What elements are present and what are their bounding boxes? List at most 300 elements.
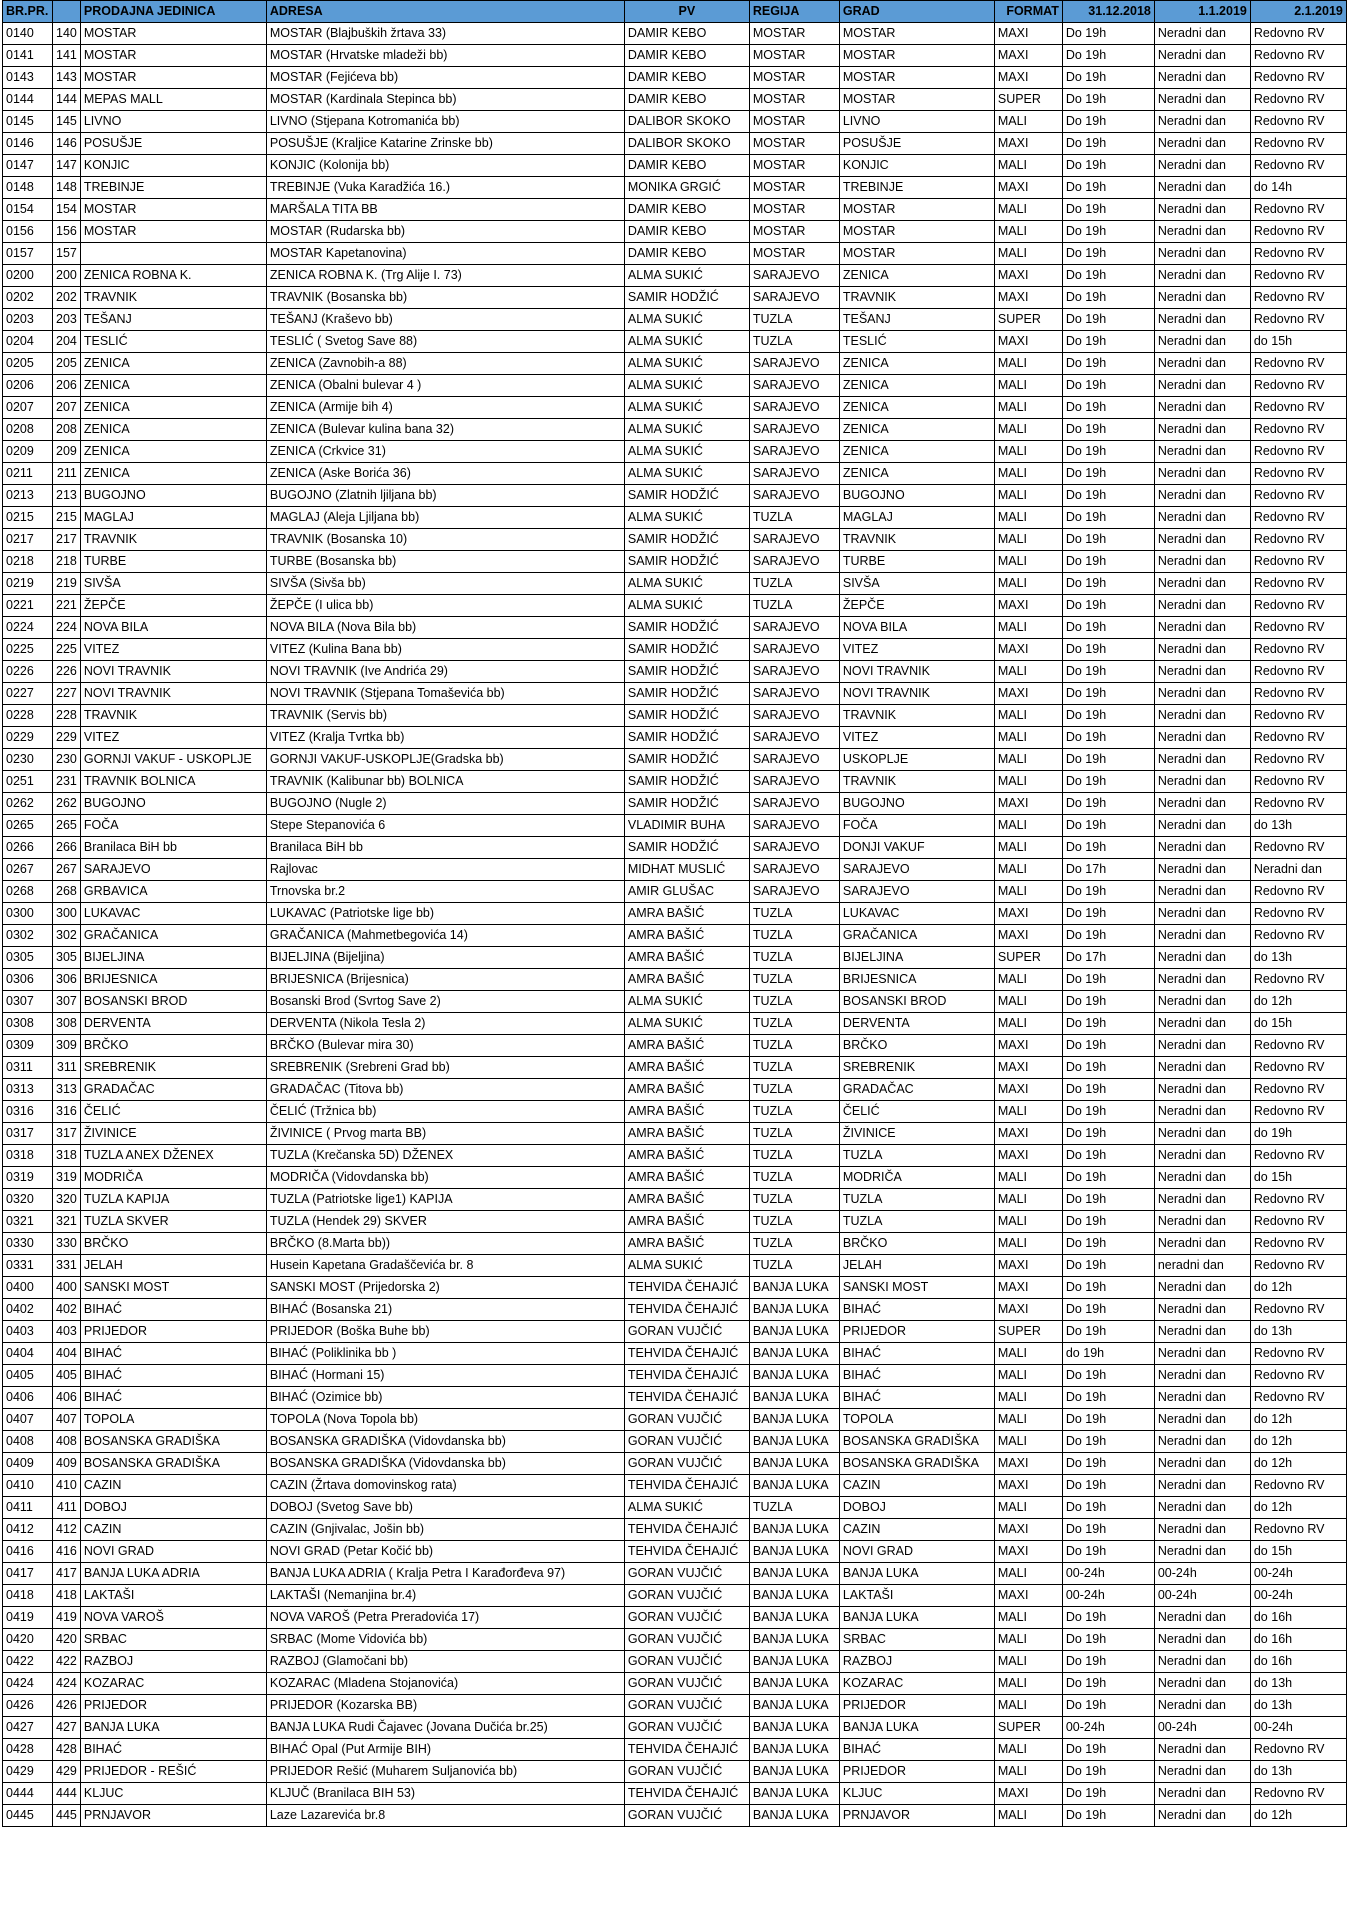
table-row — [3, 771, 1347, 793]
store-code: 0157 — [3, 243, 53, 265]
format: MAXI — [994, 1475, 1062, 1497]
store-code: 0302 — [3, 925, 53, 947]
store-code: 0445 — [3, 1805, 53, 1827]
format: MALI — [994, 1497, 1062, 1519]
hours-31-12-2018: Do 19h — [1062, 837, 1154, 859]
hours-31-12-2018: Do 19h — [1062, 1761, 1154, 1783]
hours-31-12-2018: Do 19h — [1062, 573, 1154, 595]
region: TUZLA — [749, 1145, 839, 1167]
table-row — [3, 1607, 1347, 1629]
hours-31-12-2018: Do 19h — [1062, 397, 1154, 419]
store-number: 207 — [53, 397, 81, 419]
store-number: 266 — [53, 837, 81, 859]
store-number: 427 — [53, 1717, 81, 1739]
hours-1-1-2019: Neradni dan — [1154, 925, 1250, 947]
city: BOSANSKA GRADIŠKA — [839, 1431, 994, 1453]
address: CAZIN (Žrtava domovinskog rata) — [266, 1475, 624, 1497]
manager: VLADIMIR BUHA — [624, 815, 749, 837]
format: MALI — [994, 771, 1062, 793]
region: TUZLA — [749, 1167, 839, 1189]
store-number: 231 — [53, 771, 81, 793]
store-name — [80, 243, 266, 265]
table-row — [3, 683, 1347, 705]
manager: DALIBOR SKOKO — [624, 111, 749, 133]
manager: ALMA SUKIĆ — [624, 375, 749, 397]
address: BOSANSKA GRADIŠKA (Vidovdanska bb) — [266, 1453, 624, 1475]
hours-1-1-2019: Neradni dan — [1154, 1189, 1250, 1211]
hours-31-12-2018: Do 19h — [1062, 1211, 1154, 1233]
format: MALI — [994, 617, 1062, 639]
table-row — [3, 397, 1347, 419]
address: PRIJEDOR Rešić (Muharem Suljanovića bb) — [266, 1761, 624, 1783]
table-row — [3, 463, 1347, 485]
hours-31-12-2018: Do 19h — [1062, 441, 1154, 463]
address: BIJELJINA (Bijeljina) — [266, 947, 624, 969]
city: TRAVNIK — [839, 529, 994, 551]
address: ZENICA (Obalni bulevar 4 ) — [266, 375, 624, 397]
hours-2-1-2019: Neradni dan — [1250, 859, 1346, 881]
hours-31-12-2018: Do 19h — [1062, 1145, 1154, 1167]
format: MALI — [994, 1365, 1062, 1387]
region: TUZLA — [749, 1013, 839, 1035]
address: ŽIVINICE ( Prvog marta BB) — [266, 1123, 624, 1145]
hours-1-1-2019: Neradni dan — [1154, 683, 1250, 705]
region: TUZLA — [749, 1233, 839, 1255]
table-row — [3, 1739, 1347, 1761]
format: MAXI — [994, 1057, 1062, 1079]
store-name: TRAVNIK BOLNICA — [80, 771, 266, 793]
manager: AMRA BAŠIĆ — [624, 903, 749, 925]
table-row — [3, 837, 1347, 859]
table-row — [3, 1673, 1347, 1695]
table-row — [3, 1189, 1347, 1211]
store-name: VITEZ — [80, 639, 266, 661]
hours-31-12-2018: Do 19h — [1062, 1497, 1154, 1519]
city: BIHAĆ — [839, 1299, 994, 1321]
region: BANJA LUKA — [749, 1277, 839, 1299]
format: MAXI — [994, 639, 1062, 661]
format: MALI — [994, 815, 1062, 837]
hours-31-12-2018: Do 19h — [1062, 309, 1154, 331]
store-number: 307 — [53, 991, 81, 1013]
format: MAXI — [994, 23, 1062, 45]
region: MOSTAR — [749, 45, 839, 67]
store-name: BIHAĆ — [80, 1387, 266, 1409]
region: BANJA LUKA — [749, 1431, 839, 1453]
hours-2-1-2019: Redovno RV — [1250, 529, 1346, 551]
store-code: 0207 — [3, 397, 53, 419]
city: BANJA LUKA — [839, 1563, 994, 1585]
store-number: 302 — [53, 925, 81, 947]
store-number: 429 — [53, 1761, 81, 1783]
region: MOSTAR — [749, 23, 839, 45]
format: MALI — [994, 353, 1062, 375]
region: SARAJEVO — [749, 617, 839, 639]
address: BIHAĆ (Bosanska 21) — [266, 1299, 624, 1321]
manager: SAMIR HODŽIĆ — [624, 749, 749, 771]
store-code: 0305 — [3, 947, 53, 969]
store-number: 311 — [53, 1057, 81, 1079]
hours-1-1-2019: Neradni dan — [1154, 1761, 1250, 1783]
city: MOSTAR — [839, 23, 994, 45]
city: LAKTAŠI — [839, 1585, 994, 1607]
table-row — [3, 1211, 1347, 1233]
hours-31-12-2018: Do 19h — [1062, 881, 1154, 903]
store-name: KONJIC — [80, 155, 266, 177]
store-code: 0306 — [3, 969, 53, 991]
table-row — [3, 1343, 1347, 1365]
store-number: 154 — [53, 199, 81, 221]
city: ZENICA — [839, 441, 994, 463]
hours-2-1-2019: do 12h — [1250, 1277, 1346, 1299]
table-row — [3, 309, 1347, 331]
store-number: 143 — [53, 67, 81, 89]
format: MALI — [994, 551, 1062, 573]
hours-1-1-2019: Neradni dan — [1154, 991, 1250, 1013]
hours-2-1-2019: Redovno RV — [1250, 287, 1346, 309]
hours-31-12-2018: Do 19h — [1062, 375, 1154, 397]
manager: SAMIR HODŽIĆ — [624, 639, 749, 661]
format: MAXI — [994, 595, 1062, 617]
city: ČELIĆ — [839, 1101, 994, 1123]
store-number: 316 — [53, 1101, 81, 1123]
manager: SAMIR HODŽIĆ — [624, 287, 749, 309]
address: TESLIĆ ( Svetog Save 88) — [266, 331, 624, 353]
hours-31-12-2018: Do 19h — [1062, 1805, 1154, 1827]
manager: SAMIR HODŽIĆ — [624, 551, 749, 573]
address: BANJA LUKA Rudi Čajavec (Jovana Dučića br.25) — [266, 1717, 624, 1739]
store-code: 0307 — [3, 991, 53, 1013]
format: MAXI — [994, 1145, 1062, 1167]
hours-2-1-2019: Redovno RV — [1250, 837, 1346, 859]
store-code: 0202 — [3, 287, 53, 309]
city: JELAH — [839, 1255, 994, 1277]
hours-31-12-2018: Do 19h — [1062, 419, 1154, 441]
address: SREBRENIK (Srebreni Grad bb) — [266, 1057, 624, 1079]
address: BANJA LUKA ADRIA ( Kralja Petra I Karađorđeva 97) — [266, 1563, 624, 1585]
region: SARAJEVO — [749, 771, 839, 793]
address: LUKAVAC (Patriotske lige bb) — [266, 903, 624, 925]
store-code: 0411 — [3, 1497, 53, 1519]
city: ZENICA — [839, 463, 994, 485]
format: MAXI — [994, 1035, 1062, 1057]
address: ZENICA (Crkvice 31) — [266, 441, 624, 463]
address: TEŠANJ (Kraševo bb) — [266, 309, 624, 331]
city: BANJA LUKA — [839, 1717, 994, 1739]
address: LAKTAŠI (Nemanjina br.4) — [266, 1585, 624, 1607]
hours-31-12-2018: Do 19h — [1062, 199, 1154, 221]
store-number: 400 — [53, 1277, 81, 1299]
store-number: 219 — [53, 573, 81, 595]
table-row — [3, 1299, 1347, 1321]
city: SREBRENIK — [839, 1057, 994, 1079]
format: MAXI — [994, 177, 1062, 199]
store-code: 0144 — [3, 89, 53, 111]
city: CAZIN — [839, 1475, 994, 1497]
manager: AMRA BAŠIĆ — [624, 1101, 749, 1123]
store-code: 0217 — [3, 529, 53, 551]
store-number: 404 — [53, 1343, 81, 1365]
header-pv: PV — [624, 1, 749, 23]
hours-31-12-2018: Do 19h — [1062, 23, 1154, 45]
manager: ALMA SUKIĆ — [624, 441, 749, 463]
hours-2-1-2019: Redovno RV — [1250, 1365, 1346, 1387]
manager: TEHVIDA ČEHAJIĆ — [624, 1519, 749, 1541]
store-code: 0143 — [3, 67, 53, 89]
store-number: 224 — [53, 617, 81, 639]
city: PRIJEDOR — [839, 1321, 994, 1343]
store-number: 144 — [53, 89, 81, 111]
manager: AMRA BAŠIĆ — [624, 1189, 749, 1211]
hours-2-1-2019: Redovno RV — [1250, 67, 1346, 89]
store-number: 331 — [53, 1255, 81, 1277]
hours-1-1-2019: Neradni dan — [1154, 1497, 1250, 1519]
store-code: 0404 — [3, 1343, 53, 1365]
city: VITEZ — [839, 727, 994, 749]
header-format: FORMAT — [994, 1, 1062, 23]
manager: GORAN VUJČIĆ — [624, 1321, 749, 1343]
region: MOSTAR — [749, 133, 839, 155]
region: TUZLA — [749, 1211, 839, 1233]
table-row — [3, 1035, 1347, 1057]
hours-31-12-2018: Do 19h — [1062, 529, 1154, 551]
store-code: 0148 — [3, 177, 53, 199]
region: BANJA LUKA — [749, 1563, 839, 1585]
hours-1-1-2019: Neradni dan — [1154, 23, 1250, 45]
store-name: GRBAVICA — [80, 881, 266, 903]
format: MALI — [994, 397, 1062, 419]
store-code: 0405 — [3, 1365, 53, 1387]
store-number: 211 — [53, 463, 81, 485]
address: MODRIČA (Vidovdanska bb) — [266, 1167, 624, 1189]
table-body — [3, 23, 1347, 1827]
table-row — [3, 1519, 1347, 1541]
store-code: 0403 — [3, 1321, 53, 1343]
table-row — [3, 441, 1347, 463]
manager: DAMIR KEBO — [624, 243, 749, 265]
hours-31-12-2018: Do 19h — [1062, 1057, 1154, 1079]
region: TUZLA — [749, 1035, 839, 1057]
store-code: 0145 — [3, 111, 53, 133]
manager: GORAN VUJČIĆ — [624, 1761, 749, 1783]
hours-31-12-2018: Do 19h — [1062, 1519, 1154, 1541]
region: MOSTAR — [749, 221, 839, 243]
store-number: 225 — [53, 639, 81, 661]
store-code: 0320 — [3, 1189, 53, 1211]
format: SUPER — [994, 1717, 1062, 1739]
address: TUZLA (Krečanska 5D) DŽENEX — [266, 1145, 624, 1167]
address: BRIJESNICA (Brijesnica) — [266, 969, 624, 991]
store-code: 0206 — [3, 375, 53, 397]
city: BRČKO — [839, 1035, 994, 1057]
store-name: SRBAC — [80, 1629, 266, 1651]
city: NOVI TRAVNIK — [839, 661, 994, 683]
store-code: 0224 — [3, 617, 53, 639]
store-code: 0316 — [3, 1101, 53, 1123]
region: BANJA LUKA — [749, 1475, 839, 1497]
hours-31-12-2018: Do 19h — [1062, 1739, 1154, 1761]
hours-2-1-2019: do 15h — [1250, 1013, 1346, 1035]
hours-1-1-2019: Neradni dan — [1154, 221, 1250, 243]
region: TUZLA — [749, 507, 839, 529]
address: Bosanski Brod (Svrtog Save 2) — [266, 991, 624, 1013]
format: MAXI — [994, 1255, 1062, 1277]
region: BANJA LUKA — [749, 1805, 839, 1827]
store-name: TRAVNIK — [80, 529, 266, 551]
format: MALI — [994, 221, 1062, 243]
region: BANJA LUKA — [749, 1453, 839, 1475]
header-prodajna-jedinica: PRODAJNA JEDINICA — [80, 1, 266, 23]
hours-2-1-2019: Redovno RV — [1250, 155, 1346, 177]
store-code: 0419 — [3, 1607, 53, 1629]
hours-31-12-2018: Do 19h — [1062, 111, 1154, 133]
hours-2-1-2019: do 16h — [1250, 1607, 1346, 1629]
region: TUZLA — [749, 331, 839, 353]
store-name: TEŠANJ — [80, 309, 266, 331]
format: MALI — [994, 243, 1062, 265]
store-number: 156 — [53, 221, 81, 243]
city: SRBAC — [839, 1629, 994, 1651]
address: POSUŠJE (Kraljice Katarine Zrinske bb) — [266, 133, 624, 155]
store-name: TUZLA SKVER — [80, 1211, 266, 1233]
table-row — [3, 617, 1347, 639]
hours-31-12-2018: 00-24h — [1062, 1585, 1154, 1607]
city: LUKAVAC — [839, 903, 994, 925]
format: MAXI — [994, 1123, 1062, 1145]
store-name: BOSANSKA GRADIŠKA — [80, 1431, 266, 1453]
table-row — [3, 947, 1347, 969]
table-row — [3, 1057, 1347, 1079]
format: MALI — [994, 727, 1062, 749]
store-name: PRIJEDOR — [80, 1695, 266, 1717]
store-number: 226 — [53, 661, 81, 683]
store-number: 318 — [53, 1145, 81, 1167]
format: MALI — [994, 969, 1062, 991]
hours-1-1-2019: Neradni dan — [1154, 1299, 1250, 1321]
store-code: 0331 — [3, 1255, 53, 1277]
address: KOZARAC (Mladena Stojanovića) — [266, 1673, 624, 1695]
region: BANJA LUKA — [749, 1541, 839, 1563]
address: NOVI TRAVNIK (Ive Andrića 29) — [266, 661, 624, 683]
city: BUGOJNO — [839, 485, 994, 507]
store-number: 330 — [53, 1233, 81, 1255]
store-code: 0311 — [3, 1057, 53, 1079]
region: SARAJEVO — [749, 265, 839, 287]
address: SANSKI MOST (Prijedorska 2) — [266, 1277, 624, 1299]
region: TUZLA — [749, 1079, 839, 1101]
hours-2-1-2019: Redovno RV — [1250, 903, 1346, 925]
hours-1-1-2019: Neradni dan — [1154, 309, 1250, 331]
store-name: ČELIĆ — [80, 1101, 266, 1123]
hours-2-1-2019: Redovno RV — [1250, 133, 1346, 155]
city: BUGOJNO — [839, 793, 994, 815]
address: LIVNO (Stjepana Kotromanića bb) — [266, 111, 624, 133]
hours-1-1-2019: Neradni dan — [1154, 177, 1250, 199]
hours-31-12-2018: Do 19h — [1062, 177, 1154, 199]
hours-31-12-2018: Do 19h — [1062, 1409, 1154, 1431]
store-name: ZENICA — [80, 353, 266, 375]
hours-2-1-2019: Redovno RV — [1250, 661, 1346, 683]
hours-31-12-2018: Do 19h — [1062, 1453, 1154, 1475]
city: BIHAĆ — [839, 1343, 994, 1365]
region: TUZLA — [749, 925, 839, 947]
format: MALI — [994, 1233, 1062, 1255]
store-number: 418 — [53, 1585, 81, 1607]
format: MALI — [994, 991, 1062, 1013]
hours-1-1-2019: Neradni dan — [1154, 45, 1250, 67]
region: TUZLA — [749, 1255, 839, 1277]
store-name: BIHAĆ — [80, 1365, 266, 1387]
manager: MONIKA GRGIĆ — [624, 177, 749, 199]
table-row — [3, 529, 1347, 551]
hours-31-12-2018: Do 19h — [1062, 991, 1154, 1013]
store-code: 0213 — [3, 485, 53, 507]
store-code: 0156 — [3, 221, 53, 243]
region: BANJA LUKA — [749, 1651, 839, 1673]
hours-31-12-2018: Do 19h — [1062, 1233, 1154, 1255]
address: RAZBOJ (Glamočani bb) — [266, 1651, 624, 1673]
city: PRIJEDOR — [839, 1695, 994, 1717]
format: MALI — [994, 419, 1062, 441]
manager: DAMIR KEBO — [624, 221, 749, 243]
hours-31-12-2018: Do 19h — [1062, 1673, 1154, 1695]
city: KLJUC — [839, 1783, 994, 1805]
store-number: 140 — [53, 23, 81, 45]
store-number: 141 — [53, 45, 81, 67]
format: MAXI — [994, 133, 1062, 155]
region: BANJA LUKA — [749, 1717, 839, 1739]
manager: DAMIR KEBO — [624, 23, 749, 45]
hours-2-1-2019: Redovno RV — [1250, 1519, 1346, 1541]
hours-1-1-2019: Neradni dan — [1154, 1453, 1250, 1475]
table-row — [3, 661, 1347, 683]
hours-1-1-2019: Neradni dan — [1154, 903, 1250, 925]
region: SARAJEVO — [749, 639, 839, 661]
region: MOSTAR — [749, 243, 839, 265]
format: MALI — [994, 705, 1062, 727]
table-row — [3, 199, 1347, 221]
hours-1-1-2019: Neradni dan — [1154, 617, 1250, 639]
format: MAXI — [994, 1277, 1062, 1299]
hours-31-12-2018: Do 19h — [1062, 705, 1154, 727]
hours-2-1-2019: do 16h — [1250, 1629, 1346, 1651]
store-code: 0319 — [3, 1167, 53, 1189]
hours-2-1-2019: Redovno RV — [1250, 573, 1346, 595]
table-row — [3, 1805, 1347, 1827]
address: TUZLA (Patriotske lige1) KAPIJA — [266, 1189, 624, 1211]
address: TREBINJE (Vuka Karadžića 16.) — [266, 177, 624, 199]
manager: ALMA SUKIĆ — [624, 991, 749, 1013]
hours-1-1-2019: Neradni dan — [1154, 771, 1250, 793]
table-row — [3, 1145, 1347, 1167]
format: MALI — [994, 375, 1062, 397]
city: SARAJEVO — [839, 881, 994, 903]
address: MOSTAR (Kardinala Stepinca bb) — [266, 89, 624, 111]
address: GORNJI VAKUF-USKOPLJE(Gradska bb) — [266, 749, 624, 771]
manager: GORAN VUJČIĆ — [624, 1673, 749, 1695]
hours-2-1-2019: Redovno RV — [1250, 397, 1346, 419]
region: SARAJEVO — [749, 859, 839, 881]
region: MOSTAR — [749, 199, 839, 221]
store-number: 424 — [53, 1673, 81, 1695]
hours-31-12-2018: Do 19h — [1062, 485, 1154, 507]
table-row — [3, 1431, 1347, 1453]
manager: TEHVIDA ČEHAJIĆ — [624, 1277, 749, 1299]
hours-2-1-2019: do 12h — [1250, 1453, 1346, 1475]
hours-1-1-2019: Neradni dan — [1154, 1695, 1250, 1717]
hours-1-1-2019: Neradni dan — [1154, 1233, 1250, 1255]
region: TUZLA — [749, 991, 839, 1013]
